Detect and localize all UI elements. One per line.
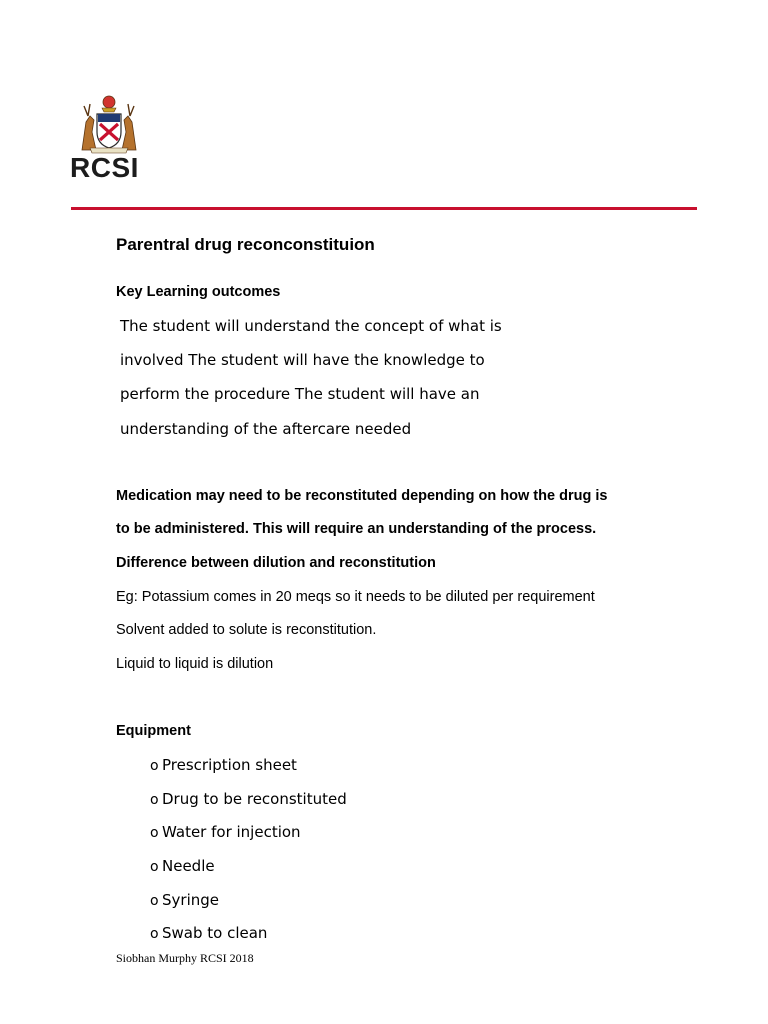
learning-outcomes-heading: Key Learning outcomes (116, 284, 281, 300)
header-divider (71, 207, 697, 210)
equipment-item: o Needle (150, 857, 215, 875)
bullet-icon: o (150, 792, 159, 808)
bullet-icon: o (150, 859, 159, 875)
outcome-line: involved The student will have the knowledge to (120, 351, 485, 369)
bullet-icon: o (150, 926, 159, 942)
difference-heading: Difference between dilution and reconstitution (116, 555, 436, 571)
outcome-line: understanding of the aftercare needed (120, 420, 412, 438)
equipment-item: o Syringe (150, 891, 219, 909)
rcsi-logo (70, 92, 144, 188)
document-title: Parentral drug reconconstituion (116, 235, 375, 254)
equipment-item: o Swab to clean (150, 924, 268, 942)
equipment-item: o Prescription sheet (150, 756, 297, 774)
dilution-definition: Liquid to liquid is dilution (116, 656, 274, 672)
bullet-icon: o (150, 825, 159, 841)
page-footer: Siobhan Murphy RCSI 2018 (116, 951, 254, 965)
example-paragraph: Eg: Potassium comes in 20 meqs so it needs to be diluted per requirement (116, 589, 595, 605)
equipment-item: o Water for injection (150, 823, 301, 841)
medication-paragraph-line: to be administered. This will require an understanding of the process. (116, 521, 597, 537)
medication-paragraph-line: Medication may need to be reconstituted depending on how the drug is (116, 488, 608, 504)
outcome-line: The student will understand the concept of what is (120, 317, 502, 335)
equipment-heading: Equipment (116, 723, 191, 739)
rcsi-crest-icon (78, 92, 140, 154)
reconstitution-definition: Solvent added to solute is reconstitution. (116, 622, 377, 638)
bullet-icon: o (150, 893, 159, 909)
bullet-icon: o (150, 758, 159, 774)
equipment-item: o Drug to be reconstituted (150, 790, 347, 808)
outcome-line: perform the procedure The student will have an (120, 385, 480, 403)
rcsi-wordmark: RCSI (70, 152, 139, 183)
